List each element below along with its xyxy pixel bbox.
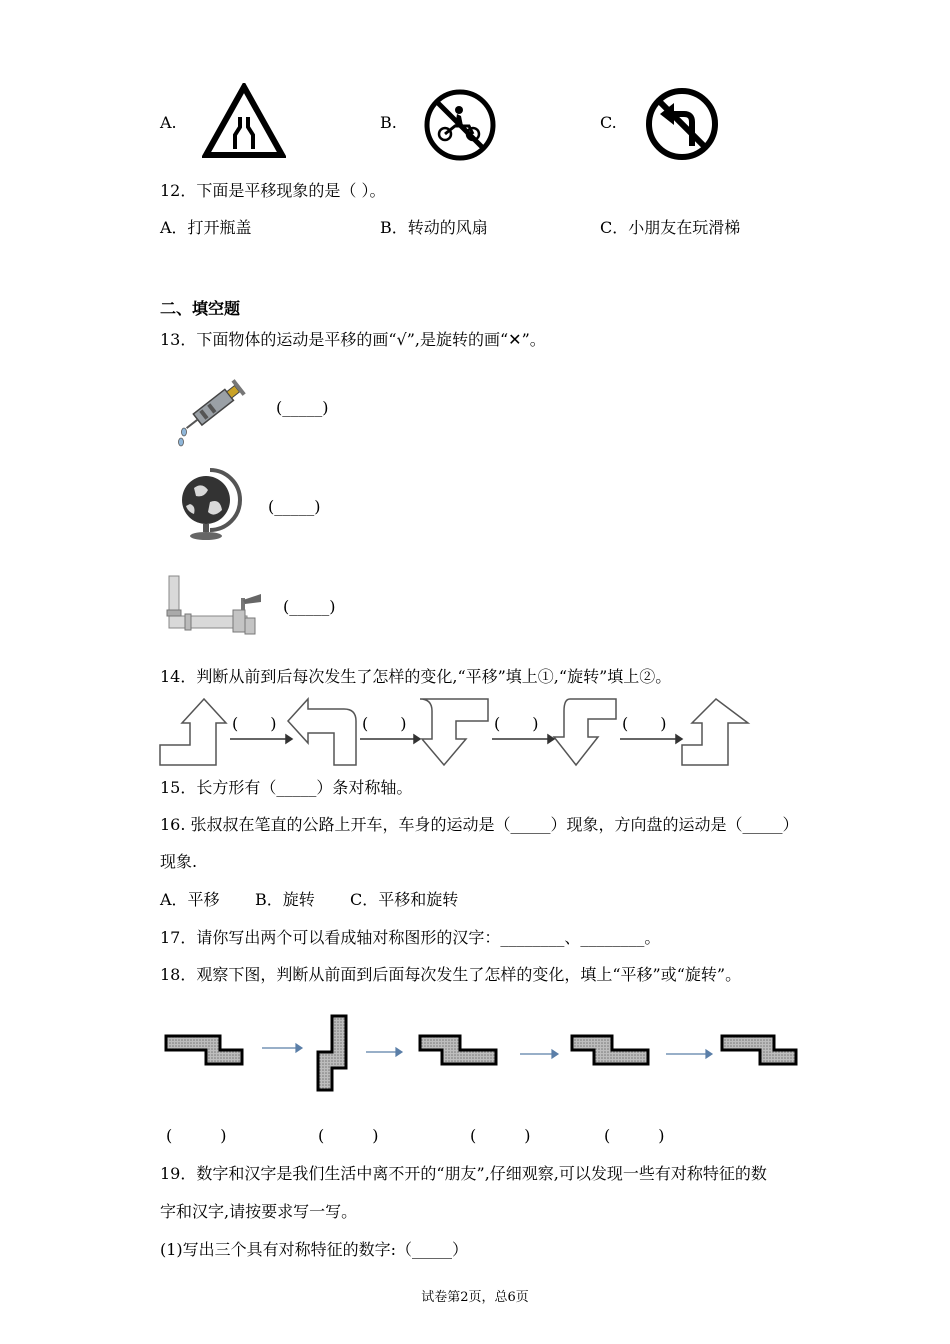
section-title: 二、填空题 [160, 299, 241, 318]
q18-blank-4[interactable]: ( ) [604, 1126, 665, 1145]
q11-option-b-label: B. [380, 113, 397, 132]
q18-stem: 18．观察下图，判断从前面到后面每次发生了怎样的变化，填上“平移”或“旋转”。 [160, 965, 742, 984]
q16-line1: 16. 张叔叔在笔直的公路上开车，车身的运动是（_____）现象，方向盘的运动是（_____） [160, 815, 799, 834]
q16-option-b: B．旋转 [255, 890, 315, 909]
q16-option-a: A．平移 [160, 890, 220, 909]
q14-stem: 14．判断从前到后每次发生了怎样的变化,“平移”填上①,“旋转”填上②。 [160, 667, 672, 686]
q13-blank-1[interactable]: (_____) [276, 398, 329, 417]
q16-option-c: C．平移和旋转 [350, 890, 459, 909]
q12-option-a: A．打开瓶盖 [160, 218, 252, 237]
q12-option-c: C．小朋友在玩滑梯 [600, 218, 741, 237]
q18-z-shape-figures [160, 1012, 800, 1102]
q19-line2: 字和汉字,请按要求写一写。 [160, 1202, 358, 1221]
q19-line1: 19．数字和汉字是我们生活中离不开的“朋友”,仔细观察,可以发现一些有对称特征的数 [160, 1164, 767, 1183]
q13-blank-3[interactable]: (_____) [283, 597, 336, 616]
no-left-turn-sign-icon [644, 86, 720, 162]
faucet-pipe-icon [165, 574, 275, 640]
q17-stem: 17．请你写出两个可以看成轴对称图形的汉字：________、________。 [160, 928, 661, 947]
no-motorcycle-sign-icon [423, 88, 497, 162]
q13-stem: 13．下面物体的运动是平移的画“√”,是旋转的画“✕”。 [160, 330, 546, 349]
syringe-icon [172, 368, 256, 448]
road-narrows-sign-icon [202, 83, 286, 159]
q11-option-c-label: C. [600, 113, 617, 132]
q18-blank-3[interactable]: ( ) [470, 1126, 531, 1145]
q15-stem: 15．长方形有（_____）条对称轴。 [160, 778, 413, 797]
q19-sub1: (1)写出三个具有对称特征的数字:（_____） [160, 1240, 469, 1259]
q14-blank-4[interactable]: ( ) [622, 714, 667, 733]
q18-blank-1[interactable]: ( ) [166, 1126, 227, 1145]
q14-blank-2[interactable]: ( ) [362, 714, 407, 733]
q12-stem: 12．下面是平移现象的是（ ）。 [160, 181, 386, 200]
q11-option-a-label: A. [160, 113, 177, 132]
q18-blank-2[interactable]: ( ) [318, 1126, 379, 1145]
q12-option-b: B．转动的风扇 [380, 218, 488, 237]
globe-icon [176, 462, 246, 542]
page-footer: 试卷第2页，总6页 [421, 1290, 529, 1305]
q14-blank-3[interactable]: ( ) [494, 714, 539, 733]
q14-blank-1[interactable]: ( ) [232, 714, 277, 733]
q13-blank-2[interactable]: (_____) [268, 497, 321, 516]
q16-line2: 现象. [160, 852, 198, 871]
